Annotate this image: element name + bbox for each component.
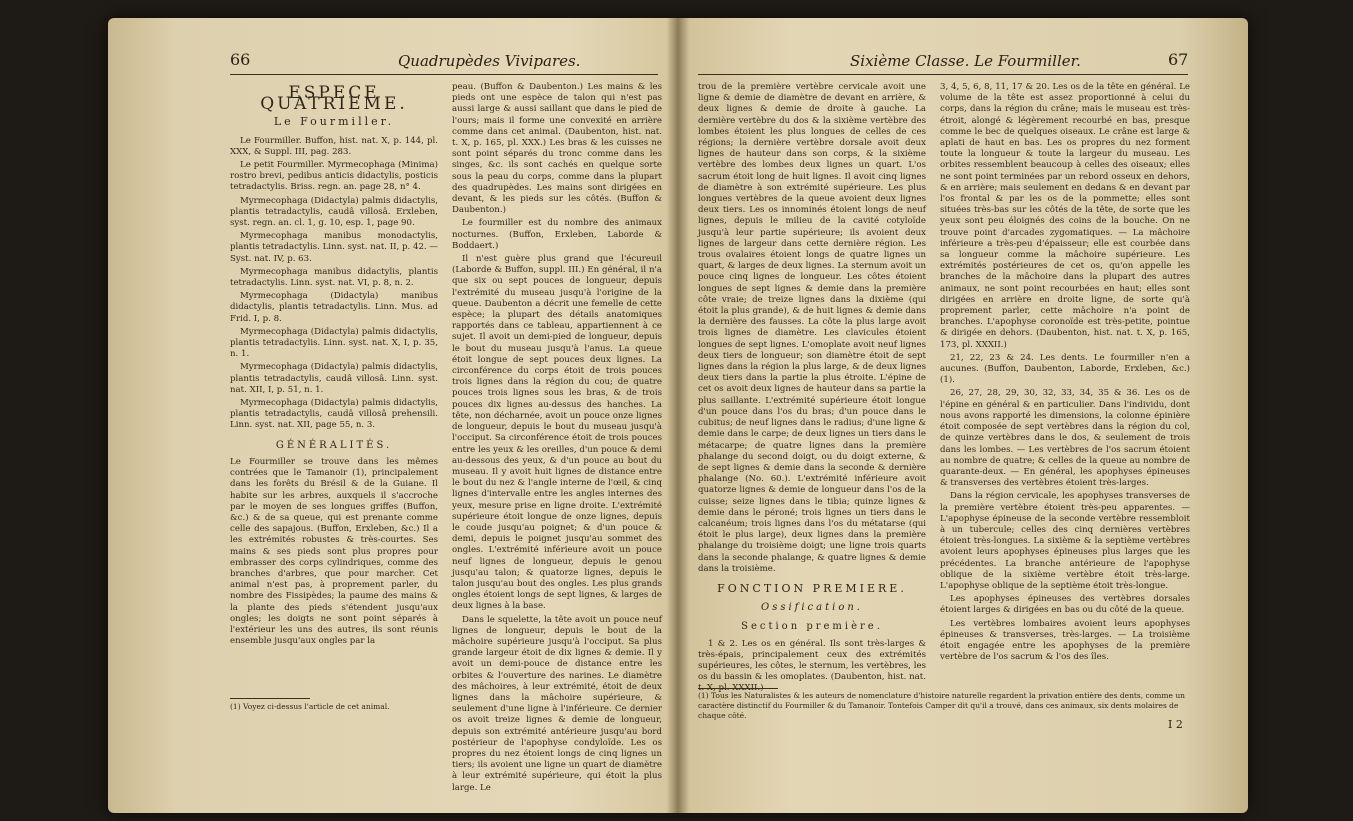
paragraph: 21, 22, 23 & 24. Les dents. Le fourmiller n'en a aucunes. (Buffon, Daubenton, Laborde, Erxleben, &c.) (1). bbox=[940, 352, 1190, 386]
right-column-1 bbox=[698, 82, 926, 687]
footnote-rule bbox=[230, 698, 310, 699]
footnote-rule bbox=[698, 688, 778, 689]
species-subtitle: Le Fourmiller. bbox=[273, 115, 395, 129]
page-number: 66 bbox=[230, 50, 251, 69]
paragraph: trou de la première vertèbre cervicale avoit une ligne & demie de diamètre de devant en arrière, & deux lignes & demie de droite à gauche. La dernière vertèbre du dos & la sixième vertèbre des lombes étoient les plus longues de celles de ces régions; la dernière vertèbre dorsale avoit deux lignes de hauteur dans son corps, & la sixième vertèbre des lombes deux lignes un quart. L'os sacrum étoit long de huit lignes. Il avoit cinq lignes de diamètre à son extrémité supérieure. Les plus longues vertèbres de la queue avoient deux lignes deux tiers. Les os innominés étoient longs de neuf lignes, depuis le milieu de la cavité cotyloïde jusqu'à leur partie supérieure; ils avoient deux lignes de largeur dans cette dernière région. Les trous ovalaires étoient longs de quatre lignes un quart, & larges de deux lignes. La sternum avoit un pouce cinq lignes de longueur. Les côtes étoient longues de sept lignes & demie dans la première côte vraie; de treize lignes dans la dixième (qui étoit la plus grande), & de huit lignes & demie dans la dernière des fausses. La côte la plus large avoit trois lignes de diamètre. Les clavicules étoient longues de sept lignes. L'omoplate avoit neuf lignes deux tiers de longueur; son diamètre étoit de sept lignes dans la région la plus large, & de deux lignes deux tiers dans la partie la plus étroite. L'épine de cet os avoit deux lignes de hauteur dans sa partie la plus saillante. L'extrémité supérieure étoit longue d'un pouce dans l'os du bras; d'un pouce dans le cubitus; de neuf lignes dans le radius; d'une ligne & demie dans le carpe; de deux lignes un tiers dans le métacarpe; de quatre lignes dans la première phalange du second doigt, ou du doigt externe, & de sept lignes & demie dans la seconde & dernière phalange (No. 60.). L'extrémité inférieure avoit quatorze lignes & demie de longueur dans l'os de la cuisse; seize lignes dans le tibia; quinze lignes & demie dans le péroné; trois lignes un tiers dans le calcanéum; trois lignes dans l'os du métatarse (qui étoit le plus large), deux lignes dans la première phalange du troisième doigt; une ligne trois quarts dans la seconde phalange, & quatre lignes & demie dans la troisième. bbox=[698, 82, 926, 574]
signature-mark: I 2 bbox=[1168, 718, 1183, 731]
section-heading: FONCTION PREMIERE. bbox=[717, 581, 907, 595]
paragraph: Myrmecophaga (Didactyla) palmis didactylis, plantis tetradactylis, caudâ villosâ prehensili. Linn. syst. nat. XII, page 55, n. 3. bbox=[230, 398, 438, 431]
paragraph: peau. (Buffon & Daubenton.) Les mains & les pieds ont une espèce de talon qui n'est pas aussi large & aussi saillant que dans le pied de l'ours; mais il forme une convexité en arrière comme dans cet animal. (Daubenton, hist. nat. t. X, p. 165, pl. XXX.) Les bras & les cuisses ne sont point séparés du tronc comme dans les singes, &c. ils sont cachés en quelque sorte sous la peau du corps, comme dans la plupart des quadrupèdes. Les mains sont dirigées en devant, & les pieds sur les côtés. (Buffon & Daubenton.) bbox=[452, 82, 662, 216]
paragraph: Myrmecophaga (Didactyla) palmis didactylis, plantis tetradactylis, caudâ villosâ. Linn. syst. nat. XII, I, p. 51, n. 1. bbox=[230, 362, 438, 395]
header-rule bbox=[698, 74, 1188, 75]
paragraph: Le fourmiller est du nombre des animaux nocturnes. (Buffon, Erxleben, Laborde & Boddaert.) bbox=[452, 218, 662, 251]
open-book bbox=[108, 18, 1248, 813]
paragraph: Myrmecophaga (Didactyla) manibus didactylis, plantis tetradactylis. Linn. Mus. ad Frid. I, p. 8. bbox=[230, 291, 438, 324]
section-heading: Section première. bbox=[741, 621, 883, 633]
running-head: Quadrupèdes Vivipares. bbox=[398, 52, 581, 70]
header-rule bbox=[230, 74, 658, 75]
paragraph: Dans la région cervicale, les apophyses transverses de la première vertèbre étoient très-peu apparentes. — L'apophyse épineuse de la seconde vertèbre ressembloit à un tubercule; celles des cinq dernières vertèbres étoient très-longues. La sixième & la septième vertèbres avoient leurs apophyses épineuses plus larges que les précédentes. La branche antérieure de l'apophyse oblique de la sixième vertèbre étoit très-large. L'apophyse oblique de la septième étoit très-longue. bbox=[940, 491, 1190, 591]
paragraph: 26, 27, 28, 29, 30, 32, 33, 34, 35 & 36. Les os de l'épine en général & en particulier. Dans l'individu, dont nous avons rapporté les dimensions, la colonne épinière étoit composée de sept vertèbres dans la région du col, de quinze vertèbres dans le dos, & seulement de trois dans les lombes. — Les vertèbres de l'os sacrum étoient au nombre de quatre; & celles de la queue au nombre de quarante-deux. — En général, les apophyses épineuses & transverses des vertèbres étoient très-larges. bbox=[940, 388, 1190, 489]
running-head: Sixième Classe. Le Fourmiller. bbox=[850, 52, 1081, 70]
paragraph: Myrmecophaga manibus didactylis, plantis tetradactylis. Linn. syst. nat. VI, p. 8, n. 2. bbox=[230, 266, 438, 289]
paragraph: Myrmecophaga (Didactyla) palmis didactylis, plantis tetradactylis, caudâ villosâ. Erxleben, syst. regn. an. cl. 1, g. 10, esp. 1, page 90. bbox=[230, 195, 438, 229]
left-column-2 bbox=[452, 82, 662, 793]
paragraph: Le Fourmiller se trouve dans les mêmes contrées que le Tamanoir (1), principalement dans les forêts du Brésil & de la Guiane. Il habite sur les arbres, auxquels il s'accroche par le moyen de ses longues griffes (Buffon, &c.) & de sa queue, qui est prenante comme celle des sapajous. (Buffon, Erxleben, &c.) Il a les extrémités robustes & très-courtes. Ses mains & ses pieds sont plus propres pour embrasser des corps cylindriques, comme des branches d'arbres, que pour marcher. Cet animal n'est pas, à proprement parler, du nombre des Fissipèdes; la paume des mains & la plante des pieds s'étendent jusqu'aux ongles; les doigts ne sont point séparés à l'extérieur les uns des autres, ils sont réunis ensemble jusqu'aux ongles par la bbox=[230, 456, 438, 647]
paragraph: Myrmecophaga (Didactyla) palmis didactylis, plantis tetradactylis. Linn. syst. nat. X, I, p. 35, n. 1. bbox=[230, 326, 438, 360]
section-heading: Ossification. bbox=[761, 602, 863, 614]
right-column-2 bbox=[940, 82, 1190, 687]
left-column-1 bbox=[230, 82, 438, 687]
paragraph: Dans le squelette, la tête avoit un pouce neuf lignes de longueur, depuis le bout de la mâchoire supérieure jusqu'à l'occiput. Sa plus grande largeur étoit de dix lignes & demie. Il y avoit un demi-pouce de distance entre les orbites & l'ouverture des narines. Le diamètre des mâchoires, à leur extrémité, étoit de deux lignes dans la mâchoire supérieure, & seulement d'une ligne à l'inférieure. Ce dernier os avoit treize lignes & demie de longueur, depuis son extrémité antérieure jusqu'au bord postérieur de l'apophyse condyloïde. Les os propres du nez étoient longs de cinq lignes un tiers; ils avoient une ligne un quart de diamètre à leur extrémité supérieure, qui étoit la plus large. Le bbox=[452, 614, 662, 793]
page-number: 67 bbox=[1168, 50, 1189, 69]
left-page bbox=[108, 18, 678, 813]
paragraph: 1 & 2. Les os en général. Ils sont très-larges & très-épais, principalement ceux des extrémités supérieures, les côtes, le sternum, les vertèbres, les os du bassin & les omoplates. (Daubenton, hist. nat. bbox=[698, 638, 926, 683]
right-page bbox=[678, 18, 1248, 813]
paragraph: Le petit Fourmiller. Myrmecophaga (Minima) rostro brevi, pedibus anticis didactylis, posticis tetradactylis. Briss. regn. an. page 28, n° 4. bbox=[230, 160, 438, 193]
paragraph: Les vertèbres lombaires avoient leurs apophyses épineuses & transverses, très-larges. — La troisième étoit engagée entre les apophyses de la première vertèbre de l'os sacrum & l'os des îles. bbox=[940, 618, 1190, 663]
paragraph: Les apophyses épineuses des vertèbres dorsales étoient larges & dirigées en bas ou du côté de la queue. bbox=[940, 594, 1190, 616]
species-title: ESPECE QUATRIEME. bbox=[260, 83, 408, 115]
paragraph: Il n'est guère plus grand que l'écureuil (Laborde & Buffon, suppl. III.) En général, il n'a que six ou sept pouces de longueur, depuis l'extrémité du museau jusqu'à l'origine de la queue. Daubenton a décrit une femelle de cette espèce; la plupart des détails anatomiques rapportés dans ce tableau, appartiennent à ce sujet. Il avoit un demi-pied de longueur, depuis le bout du museau jusqu'à l'anus. La queue étoit longue de sept pouces deux lignes. La circonférence du corps étoit de trois pouces trois lignes dans la région du cou; de quatre pouces trois lignes sous les bras, & de trois pouces dix lignes au-dessus des hanches. La tête, non décharnée, avoit un pouce onze lignes de longueur, depuis le bout du museau jusqu'à l'occiput. Sa circonférence étoit de trois pouces entre les yeux & les oreilles, d'un pouce & demi au-dessous des yeux, & d'un pouce au bout du museau. Il y avoit huit lignes de distance entre le bout du nez & l'angle interne de l'œil, & cinq lignes d'intervalle entre les angles internes des yeux, mesure prise en ligne droite. L'extrémité supérieure étoit longue de onze lignes, depuis le coude jusqu'au poignet; & d'un pouce & demi, depuis le poignet jusqu'au sommet des ongles. L'extrémité inférieure avoit un pouce neuf lignes de longueur, depuis le genou jusqu'au talon; & quatorze lignes, depuis le talon jusqu'au bout des ongles. Les plus grands ongles étoient longs de sept lignes, & larges de deux lignes à la base. bbox=[452, 254, 662, 612]
section-heading: GÉNÉRALITÉS. bbox=[275, 439, 393, 451]
footnote: (1) Tous les Naturalistes & les auteurs de nomenclature d'histoire naturelle regardent la privation entière des dents, comme un caractère distinctif du Fourmiller & du Tamanoir. Tontefois Camper dit qu'il a trouvé, dans ces animaux, six dents molaires de chaque côté. bbox=[698, 691, 1185, 720]
footnote: (1) Voyez ci-dessus l'article de cet animal. bbox=[230, 702, 390, 711]
paragraph: Le Fourmiller. Buffon, hist. nat. X, p. 144, pl. XXX, & Suppl. III, pag. 283. bbox=[230, 135, 438, 157]
paragraph: 3, 4, 5, 6, 8, 11, 17 & 20. Les os de la tête en général. Le volume de la tête est assez proportionné à celui du corps, dans la région du crâne; mais le museau est très-étroit, alongé & légèrement recourbé en bas, presque comme le bec de quelques oiseaux. Le crâne est large & aplati de haut en bas. Les os propres du nez forment toute la longueur & toute la largeur du museau. Les orbites ressemblent beaucoup à celles des oiseaux; elles ne sont point terminées par un rebord osseux en dehors, & en arrière; mais seulement en dedans & en devant par l'os frontal & par les os de la pommette; elles sont situées très-bas sur les côtés de la tête, de sorte que les yeux sont peu éloignés des coins de la bouche. On ne trouve point d'arcades zygomatiques. — La mâchoire inférieure a très-peu d'épaisseur; elle est courbée dans sa longueur comme la mâchoire supérieure. Les extrémités postérieures de cet os, qu'on appelle les branches de la mâchoire dans la plupart des autres animaux, ne sont point recourbées en haut; elles sont dirigées en arrière en droite ligne, de sorte qu'à proprement parler, cette mâchoire n'a point de branches. L'apophyse coronoïde est très-petite, pointue & dirigée en dehors. (Daubenton, hist. nat. t. X, p. 165, 173, pl. XXXII.) bbox=[940, 82, 1190, 350]
paragraph: Myrmecophaga manibus monodactylis, plantis tetradactylis. Linn. syst. nat. II, p. 42. — Syst. nat. IV, p. 63. bbox=[230, 231, 438, 264]
